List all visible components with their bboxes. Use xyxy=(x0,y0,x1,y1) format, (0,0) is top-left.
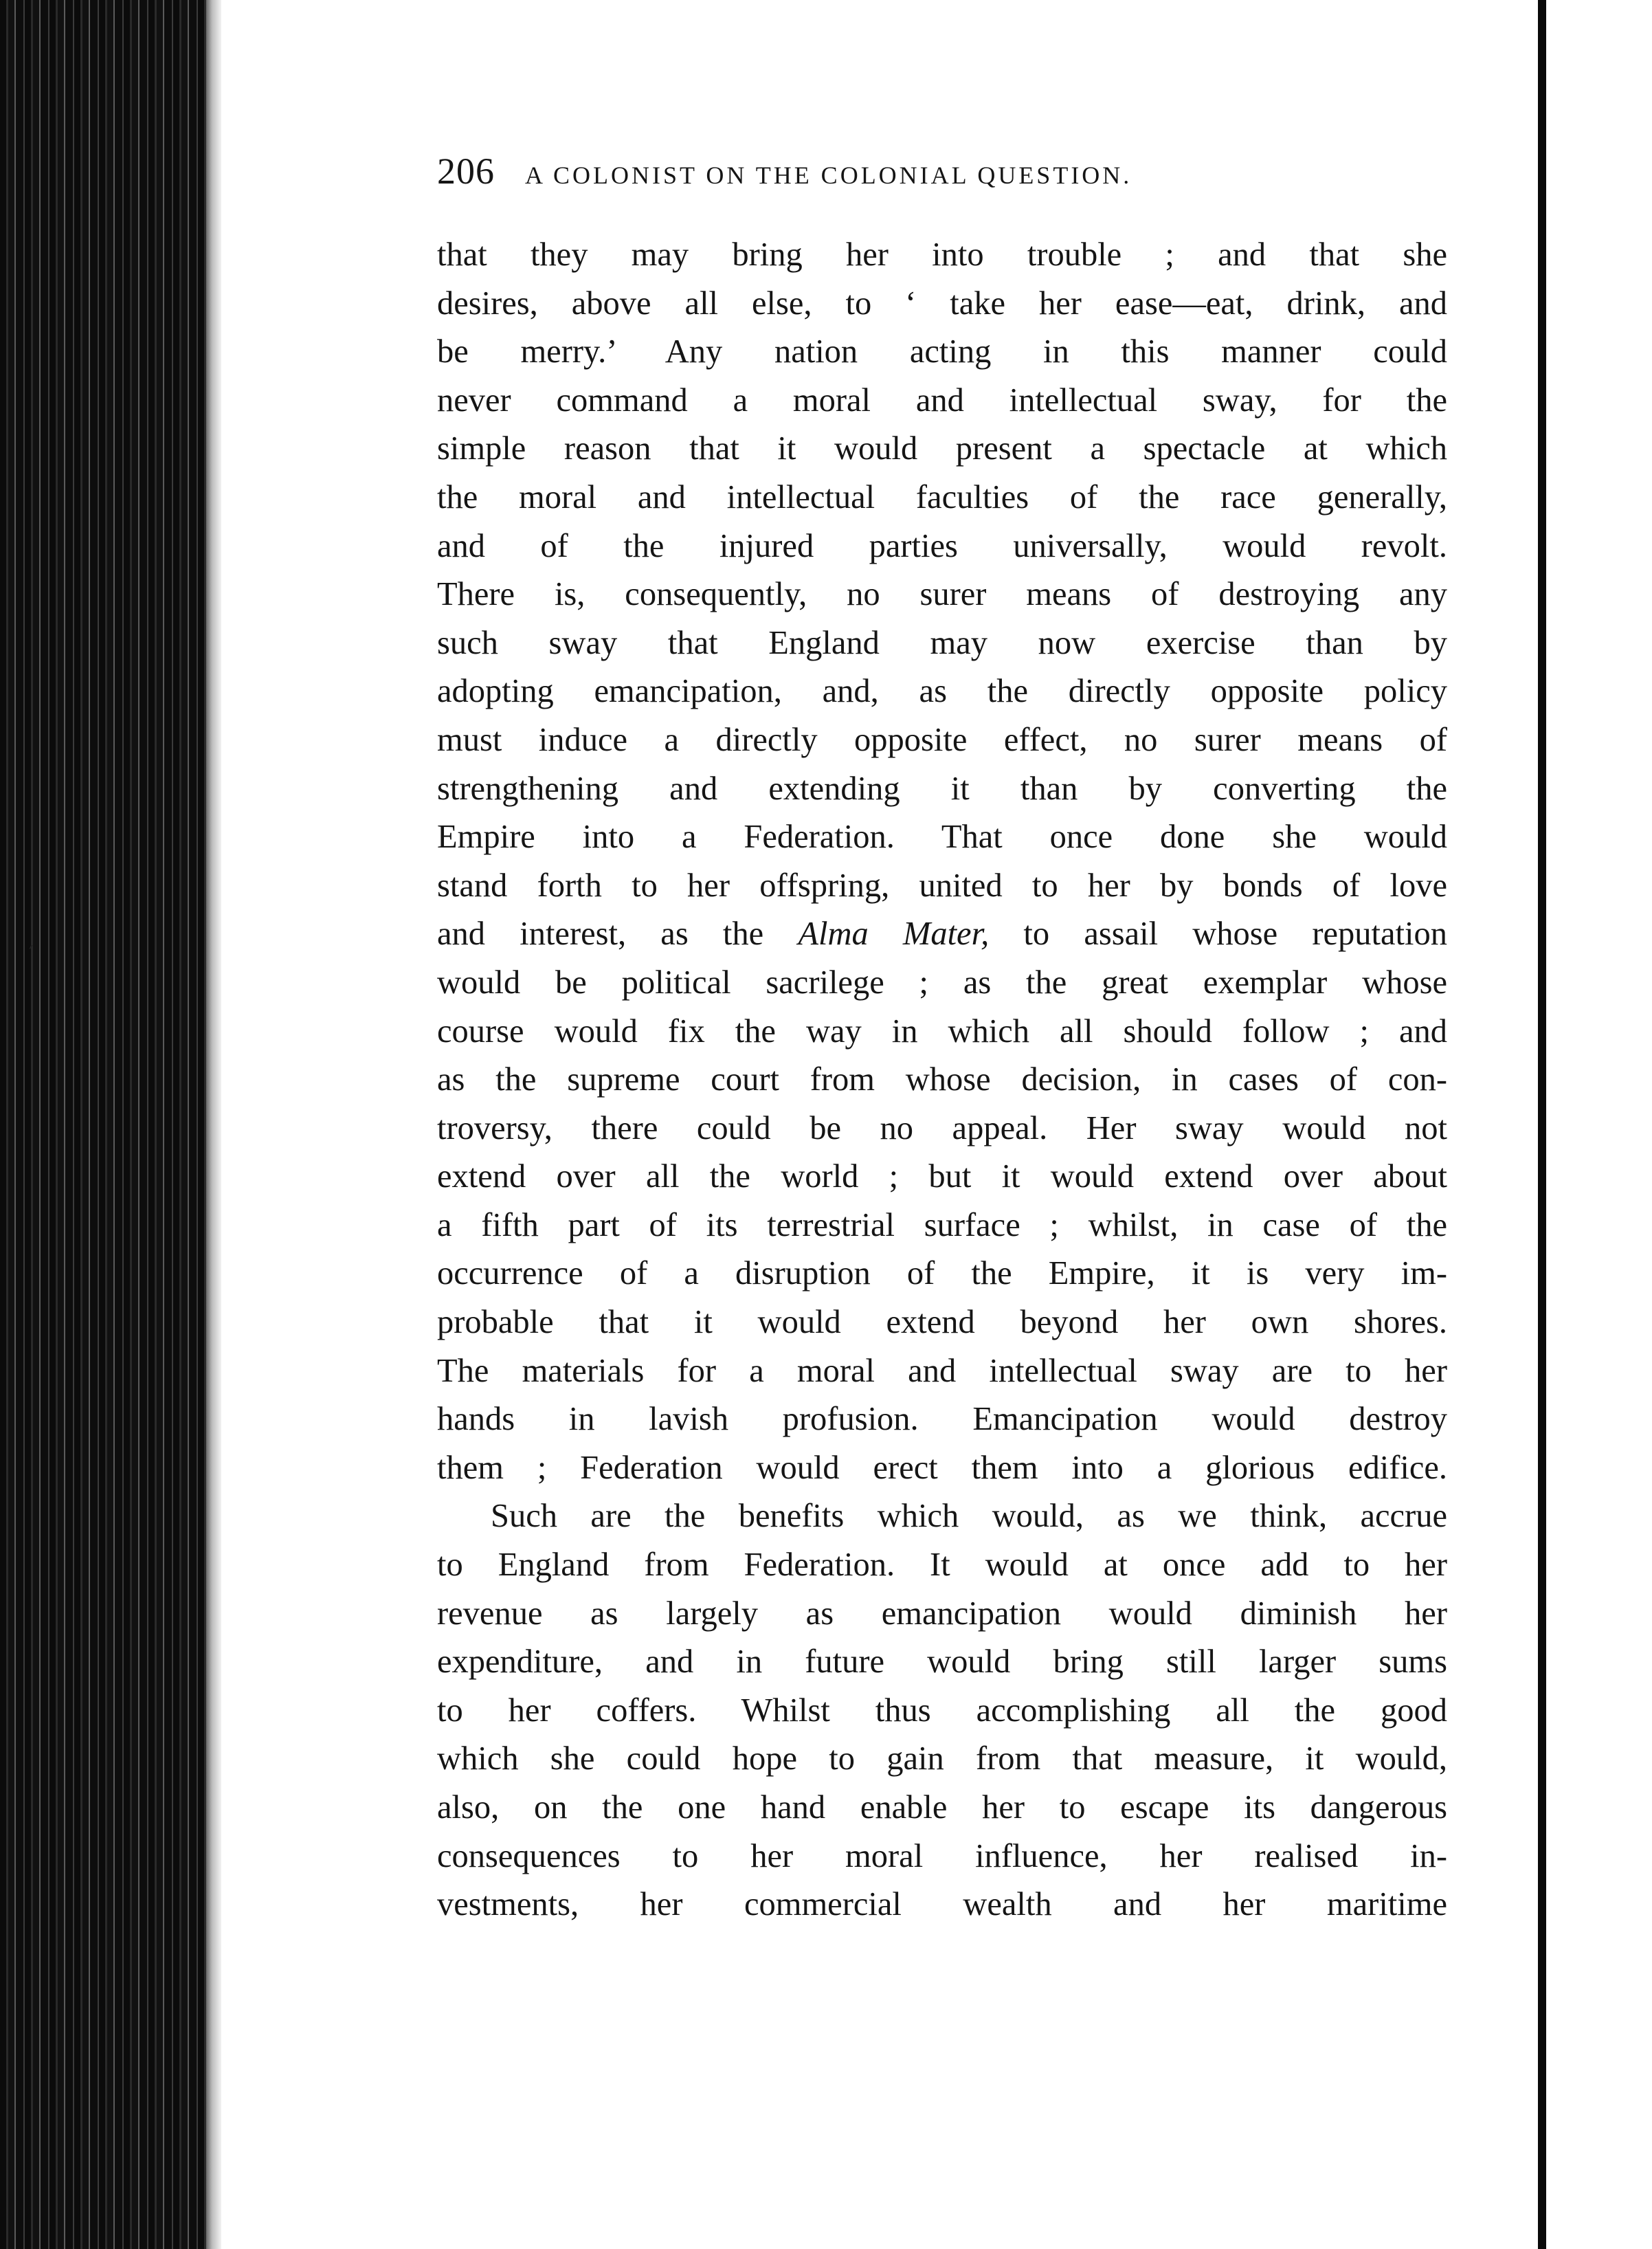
text-line: them ; Federation would erect them into a glorious edifice. xyxy=(437,1449,1447,1486)
running-title: A COLONIST ON THE COLONIAL QUESTION. xyxy=(525,162,1132,189)
running-head xyxy=(437,150,1447,192)
text-line: Empire into a Federation. That once done she would xyxy=(437,819,1447,856)
text-line: course would fix the way in which all should follow ; and xyxy=(437,1012,1447,1050)
right-margin xyxy=(1546,0,1652,2249)
text-line: extend over all the world ; but it would extend over about xyxy=(437,1158,1447,1195)
text-line: occurrence of a disruption of the Empire, it is very im- xyxy=(437,1255,1447,1292)
text-line: There is, consequently, no surer means of destroying any xyxy=(437,576,1447,613)
text-line: troversy, there could be no appeal. Her sway would not xyxy=(437,1109,1447,1146)
text-line: Such are the benefits which would, as we think, accrue xyxy=(491,1498,1447,1535)
right-page-edge xyxy=(1538,0,1546,2249)
text-segment: to assail whose reputation xyxy=(989,916,1447,953)
margin-mark: ′ xyxy=(29,942,34,966)
text-line: be merry.’ Any nation acting in this manner could xyxy=(437,333,1447,370)
text-block xyxy=(437,150,1447,1929)
text-line: which she could hope to gain from that measure, it would, xyxy=(437,1740,1447,1777)
page-gutter xyxy=(206,0,221,2249)
text-line: consequences to her moral influence, her realised in- xyxy=(437,1837,1447,1874)
page-number: 206 xyxy=(437,151,495,192)
body-text xyxy=(437,231,1447,1929)
text-line: revenue as largely as emancipation would diminish her xyxy=(437,1595,1447,1632)
text-line: expenditure, and in future would bring still larger sums xyxy=(437,1643,1447,1681)
text-line: stand forth to her offspring, united to her by bonds of love xyxy=(437,867,1447,904)
text-line: a fifth part of its terrestrial surface ; whilst, in case of the xyxy=(437,1206,1447,1243)
text-line: such sway that England may now exercise than by xyxy=(437,624,1447,661)
text-line: simple reason that it would present a spectacle at which xyxy=(437,430,1447,467)
text-line: never command a moral and intellectual sway, for the xyxy=(437,381,1447,419)
text-line: probable that it would extend beyond her own shores. xyxy=(437,1304,1447,1341)
text-line: hands in lavish profusion. Emancipation would destroy xyxy=(437,1401,1447,1438)
text-line: as the supreme court from whose decision, in cases of con- xyxy=(437,1061,1447,1098)
text-line: must induce a directly opposite effect, no surer means of xyxy=(437,721,1447,758)
book-spine xyxy=(0,0,206,2249)
text-line: would be political sacrilege ; as the great exemplar whose xyxy=(437,964,1447,1001)
text-line: The materials for a moral and intellectual sway are to her xyxy=(437,1352,1447,1389)
text-line: that they may bring her into trouble ; and that she xyxy=(437,236,1447,273)
text-line: vestments, her commercial wealth and her maritime xyxy=(437,1886,1447,1923)
text-line: the moral and intellectual faculties of the race generally, xyxy=(437,478,1447,516)
text-line xyxy=(437,910,1447,959)
text-line: adopting emancipation, and, as the directly opposite policy xyxy=(437,673,1447,710)
text-line: strengthening and extending it than by converting the xyxy=(437,770,1447,807)
text-line: to England from Federation. It would at once add to her xyxy=(437,1547,1447,1584)
text-segment: and interest, as the xyxy=(437,916,799,953)
text-line: also, on the one hand enable her to escape its dangerous xyxy=(437,1789,1447,1826)
text-line: to her coffers. Whilst thus accomplishing all the good xyxy=(437,1692,1447,1729)
italic-phrase: Alma Mater, xyxy=(798,916,990,953)
text-line: desires, above all else, to ‘ take her ease—eat, drink, and xyxy=(437,285,1447,322)
text-line: and of the injured parties universally, would revolt. xyxy=(437,527,1447,564)
